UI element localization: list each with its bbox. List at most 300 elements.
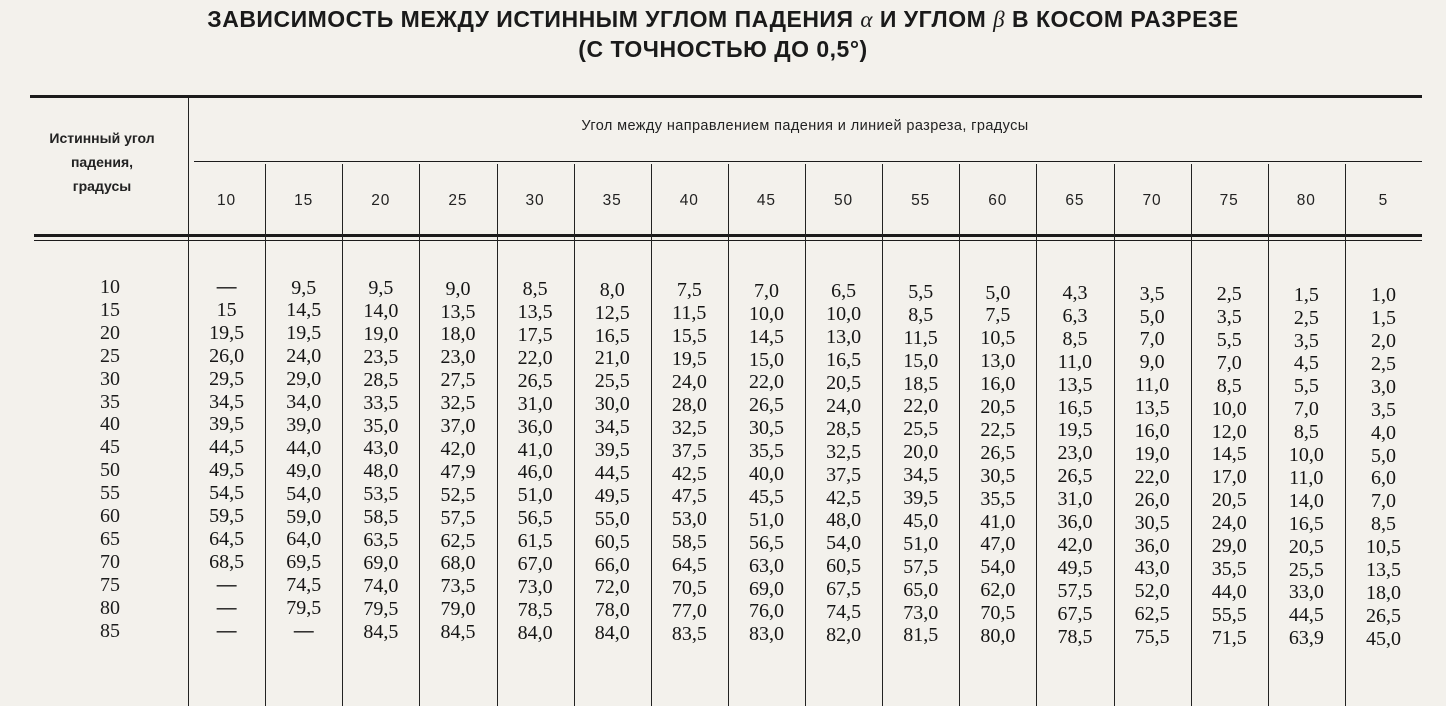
table-cell: 55,0 — [594, 507, 630, 530]
table-cell: 43,0 — [363, 437, 399, 460]
table-cell: 47,9 — [440, 460, 476, 483]
table-cell: 11,0 — [1289, 466, 1324, 489]
table-cell: 35,5 — [980, 487, 1016, 510]
table-cell: 29,5 — [209, 367, 245, 390]
table-cell: 69,5 — [286, 551, 322, 574]
column-header: 10 — [216, 192, 237, 209]
table-cell: 3,5 — [1216, 306, 1242, 329]
table-cell: 78,5 — [517, 598, 553, 621]
table-cell: 22,5 — [980, 418, 1016, 441]
table-cell: 30,5 — [748, 417, 784, 440]
column-header: 75 — [1219, 192, 1239, 209]
table-cell: 66,0 — [594, 553, 630, 576]
table-cell: 57,5 — [1057, 579, 1093, 602]
table-cell: 39,0 — [286, 413, 322, 436]
table-cell: 26,0 — [209, 344, 245, 367]
column-header: 20 — [371, 192, 391, 209]
table-cell: 51,0 — [748, 508, 784, 531]
table-cell: 6,5 — [831, 280, 857, 303]
table-cell: 47,5 — [671, 485, 707, 508]
table-cell: 64,0 — [286, 528, 322, 551]
table-cell: 8,5 — [1293, 421, 1319, 444]
table-cell: 32,5 — [671, 416, 707, 439]
table-cell: 16,5 — [826, 349, 862, 372]
table-cell: 53,5 — [363, 483, 399, 506]
table-cell: 2,5 — [1370, 352, 1396, 375]
table-cell: 8,5 — [522, 278, 548, 301]
table-cell: 15,0 — [748, 348, 784, 371]
table-cell: 19,0 — [1134, 442, 1170, 465]
table-cell: — — [216, 619, 237, 642]
table-cell: 69,0 — [748, 577, 784, 600]
table-cell: 22,0 — [517, 346, 553, 369]
row-label: 65 — [100, 527, 120, 550]
table-cell: 48,0 — [363, 460, 399, 483]
table-cell: 59,5 — [209, 505, 245, 527]
table-cell: 12,0 — [1211, 420, 1247, 443]
table-cell: 10,0 — [1211, 397, 1247, 420]
table-cell: 13,5 — [1134, 397, 1170, 420]
table-cell: 1,0 — [1370, 284, 1396, 307]
table-cell: 19,5 — [1057, 419, 1093, 442]
table-cell: 2,5 — [1293, 306, 1319, 329]
table-cell: 25,5 — [594, 370, 630, 393]
table-cell: 29,0 — [286, 368, 322, 391]
table-cell: 64,5 — [209, 527, 245, 550]
table-cell: 4,3 — [1062, 282, 1088, 305]
table-cell: 51,0 — [517, 484, 553, 507]
table-cell: 9,0 — [445, 277, 471, 300]
row-label: 10 — [100, 276, 120, 298]
table-cell: 16,5 — [594, 324, 630, 347]
table-cell: 44,5 — [209, 436, 245, 459]
table-cell: 83,0 — [748, 623, 784, 646]
table-cell: 7,0 — [1139, 328, 1165, 351]
table-cell: 39,5 — [209, 413, 245, 436]
table-cell: 16,5 — [1057, 396, 1093, 419]
table-cell: 20,0 — [903, 441, 939, 464]
table-cell: 68,0 — [440, 552, 476, 575]
table-cell: 62,5 — [440, 529, 476, 552]
table-cell: 54,0 — [826, 532, 862, 555]
table-cell: 5,5 — [908, 280, 934, 303]
table-cell: 24,0 — [826, 394, 862, 417]
row-label: 70 — [100, 550, 120, 573]
table-cell: 41,0 — [517, 438, 553, 461]
table-cell: 3,5 — [1293, 329, 1319, 352]
table-cell: 1,5 — [1370, 307, 1396, 330]
table-cell: 84,5 — [363, 620, 399, 643]
table-cell: — — [216, 596, 237, 619]
row-label: 75 — [100, 573, 120, 596]
table-cell: 34,0 — [286, 391, 322, 414]
column-header: 15 — [294, 192, 314, 209]
table-cell: 22,0 — [1134, 465, 1170, 488]
table-cell: 7,0 — [753, 279, 779, 302]
beta-symbol: β — [993, 7, 1006, 32]
table-cell: 14,5 — [748, 325, 784, 348]
table-cell: 28,0 — [671, 393, 707, 416]
table-cell: 26,0 — [1134, 488, 1170, 511]
table-cell: 60,5 — [826, 555, 862, 578]
table-cell: 34,5 — [209, 390, 245, 413]
table-cell: 20,5 — [826, 372, 862, 394]
table-cell: 78,5 — [1057, 625, 1093, 648]
table-cell: 73,0 — [517, 575, 553, 598]
table-cell: 54,5 — [209, 482, 245, 505]
table-cell: 23,5 — [363, 345, 399, 368]
table-cell: 22,0 — [748, 371, 784, 394]
table-cell: 46,0 — [517, 461, 553, 484]
table-cell: 25,5 — [1288, 558, 1324, 581]
row-label: 35 — [100, 390, 120, 413]
table-cell: 17,0 — [1211, 466, 1247, 489]
table-cell: 51,0 — [903, 532, 939, 555]
table-cell: 53,0 — [671, 508, 707, 531]
row-label: 15 — [100, 298, 120, 321]
title-line-1 — [0, 6, 1446, 33]
stub-header — [22, 126, 182, 198]
table-cell: 5,0 — [1370, 444, 1396, 467]
table-cell: 26,5 — [517, 369, 553, 392]
table-cell: 7,5 — [985, 304, 1011, 327]
column-header: 35 — [602, 192, 622, 209]
table-cell: 68,5 — [209, 550, 245, 573]
table-cell: 3,5 — [1370, 398, 1396, 421]
table-cell: 69,0 — [363, 551, 399, 574]
table-cell: 20,5 — [1288, 535, 1324, 558]
table-cell: 5,5 — [1216, 328, 1242, 351]
row-label: 45 — [100, 436, 120, 459]
table-cell: 82,0 — [826, 623, 862, 646]
table-cell: 8,5 — [1370, 513, 1396, 536]
table-cell: 70,5 — [671, 577, 707, 599]
table-cell: 8,0 — [599, 278, 625, 301]
table-cell: 12,5 — [594, 301, 630, 324]
table-cell: 59,0 — [286, 505, 322, 528]
table-cell: 10,5 — [1365, 536, 1401, 559]
table-cell: 18,0 — [440, 323, 476, 346]
table-cell: 84,5 — [440, 621, 476, 644]
table-cell: 3,0 — [1370, 375, 1396, 398]
table-cell: 2,0 — [1370, 330, 1396, 353]
table-cell: 7,0 — [1216, 351, 1242, 374]
table-cell: 18,5 — [903, 372, 939, 395]
table-cell: 14,5 — [286, 299, 322, 322]
table-cell: 60,5 — [594, 530, 630, 553]
table-cell: 56,5 — [517, 507, 553, 530]
table-cell: 49,5 — [1057, 556, 1093, 579]
table-cell: 9,5 — [291, 276, 317, 299]
table-cell: 30,5 — [1134, 511, 1170, 534]
table-cell: 29,0 — [1211, 535, 1247, 558]
table-cell: 47,0 — [980, 533, 1016, 556]
row-label: 55 — [100, 482, 120, 505]
table-cell: 52,5 — [440, 483, 476, 506]
table-cell: 24,0 — [286, 345, 322, 368]
table-cell: 13,0 — [980, 350, 1016, 373]
table-cell: 13,5 — [440, 300, 476, 323]
table-cell: 10,5 — [980, 327, 1016, 350]
table-cell: 26,5 — [1365, 604, 1401, 627]
table-cell: 44,5 — [594, 461, 630, 484]
table-cell: 7,5 — [676, 279, 702, 302]
alpha-symbol: α — [860, 7, 873, 32]
row-label: 25 — [100, 344, 120, 367]
table-cell: 33,0 — [1288, 581, 1324, 604]
row-label: 30 — [100, 367, 120, 390]
table-cell: 55,5 — [1211, 603, 1247, 626]
table-cell: 33,5 — [363, 391, 399, 414]
row-label: 85 — [100, 619, 120, 642]
table-cell: 21,0 — [594, 347, 630, 370]
table-cell: 11,0 — [1057, 350, 1093, 373]
column-header: 55 — [911, 192, 931, 209]
table-cell: — — [216, 573, 237, 596]
table-cell: 84,0 — [594, 622, 630, 645]
row-label: 80 — [100, 596, 120, 619]
table-cell: 8,5 — [908, 303, 934, 326]
title-text-part-1: ЗАВИСИМОСТЬ МЕЖДУ ИСТИННЫМ УГЛОМ ПАДЕНИЯ — [207, 6, 854, 32]
table-cell: 19,5 — [671, 348, 707, 370]
table-cell: 36,0 — [1057, 511, 1093, 534]
table-cell: 56,5 — [748, 531, 784, 554]
table-cell: 8,5 — [1216, 374, 1242, 397]
column-header: 5 — [1378, 192, 1389, 209]
table-cell: 52,0 — [1134, 580, 1170, 603]
table-cell: 13,5 — [1057, 373, 1093, 396]
table-cell: 81,5 — [903, 624, 939, 647]
top-rule — [30, 95, 1422, 98]
table-cell: 19,5 — [286, 322, 322, 345]
table-cell: 80,0 — [980, 625, 1016, 647]
column-header: 80 — [1296, 192, 1316, 209]
table-cell: 39,5 — [903, 487, 939, 510]
table-cell: 4,5 — [1293, 352, 1319, 375]
table-cell: 6,3 — [1062, 304, 1088, 327]
table-cell: 57,5 — [440, 506, 476, 529]
table-cell: 67,0 — [517, 553, 553, 575]
table-cell: 79,5 — [363, 597, 399, 620]
table-cell: 23,0 — [440, 346, 476, 369]
table-cell: 76,0 — [748, 600, 784, 623]
table-cell: 40,0 — [748, 463, 784, 486]
table-cell: 62,0 — [980, 579, 1016, 602]
table-cell: — — [216, 276, 237, 298]
table-cell: 84,0 — [517, 621, 553, 644]
table-cell: 17,5 — [517, 324, 553, 346]
table-cell: 35,5 — [1211, 557, 1247, 580]
table-cell: 65,0 — [903, 578, 939, 601]
table-cell: 72,0 — [594, 576, 630, 599]
table-cell: 14,0 — [1288, 489, 1324, 512]
table-cell: 15,0 — [903, 349, 939, 372]
table-cell: 34,5 — [594, 416, 630, 439]
table-cell: 11,0 — [1134, 374, 1170, 397]
table-cell: 42,5 — [671, 462, 707, 485]
table-cell: 13,5 — [1365, 559, 1401, 582]
table-cell: 37,0 — [440, 415, 476, 438]
table-cell: 71,5 — [1211, 626, 1247, 649]
table-cell: 36,0 — [517, 415, 553, 438]
table-cell: 1,5 — [1293, 283, 1319, 306]
table-cell: 39,5 — [594, 439, 630, 462]
table-cell: 24,0 — [671, 370, 707, 393]
table-cell: 74,5 — [826, 601, 862, 623]
table-cell: 49,0 — [286, 459, 322, 482]
table-cell: 57,5 — [903, 555, 939, 578]
table-cell: 7,0 — [1370, 490, 1396, 513]
table-cell: 16,0 — [1134, 420, 1170, 442]
table-cell: 20,5 — [1211, 489, 1247, 512]
table-cell: 63,9 — [1288, 627, 1324, 650]
column-header: 50 — [833, 192, 854, 209]
column-header: 65 — [1065, 192, 1085, 209]
group-header: Угол между направлением падения и линией разреза, градусы — [581, 118, 1029, 134]
table-cell: 75,5 — [1134, 626, 1170, 649]
column-header: 40 — [679, 192, 699, 209]
table-cell: 44,0 — [1211, 580, 1247, 603]
table-cell: 3,5 — [1139, 282, 1165, 305]
table-cell: 24,0 — [1211, 512, 1247, 535]
table-cell: 10,0 — [1288, 444, 1324, 466]
table-cell: 67,5 — [826, 578, 862, 601]
table-cell: 7,0 — [1293, 398, 1319, 421]
table-cell: 15 — [216, 298, 237, 321]
table-cell: 37,5 — [671, 439, 707, 462]
table-cell: 64,5 — [671, 554, 707, 577]
table-cell: — — [293, 620, 314, 643]
table-cell: 32,5 — [826, 440, 862, 463]
table-cell: 45,0 — [1365, 627, 1401, 650]
table-cell: 16,0 — [980, 373, 1016, 396]
table-cell: 26,5 — [980, 441, 1016, 464]
table-cell: 14,0 — [363, 300, 399, 322]
table-cell: 58,5 — [363, 506, 399, 529]
table-cell: 49,5 — [594, 484, 630, 507]
table-cell: 48,0 — [826, 509, 862, 532]
table-cell: 11,5 — [903, 326, 938, 349]
table-cell: 63,5 — [363, 529, 399, 551]
table-cell: 20,5 — [980, 396, 1016, 418]
table-cell: 13,5 — [517, 301, 553, 324]
table-cell: 74,0 — [363, 574, 399, 597]
table-cell: 42,0 — [440, 437, 476, 460]
table-cell: 9,0 — [1139, 351, 1165, 374]
title-text-part-2: И УГЛОМ — [879, 6, 987, 32]
table-cell: 31,0 — [1057, 488, 1093, 511]
column-header: 30 — [525, 192, 545, 209]
table-cell: 26,5 — [748, 394, 784, 417]
table-cell: 9,5 — [368, 277, 394, 300]
table-cell: 32,5 — [440, 392, 476, 415]
table-cell: 83,5 — [671, 622, 707, 645]
table-cell: 27,5 — [440, 369, 476, 392]
table-cell: 73,5 — [440, 575, 476, 598]
title-text-part-3: В КОСОМ РАЗРЕЗЕ — [1012, 6, 1239, 32]
table-cell: 19,5 — [209, 321, 245, 344]
table-cell: 36,0 — [1134, 534, 1170, 557]
table-cell: 18,0 — [1365, 581, 1401, 604]
table-cell: 77,0 — [671, 599, 707, 622]
table-cell: 45,5 — [748, 485, 784, 508]
table-cell: 44,0 — [286, 436, 322, 459]
table-cell: 26,5 — [1057, 465, 1093, 488]
table-cell: 10,0 — [748, 302, 784, 325]
table-cell: 54,0 — [980, 556, 1016, 579]
table-cell: 54,0 — [286, 482, 322, 505]
table-cell: 73,0 — [903, 601, 939, 624]
table-cell: 43,0 — [1134, 557, 1170, 580]
row-label: 50 — [100, 459, 120, 482]
table-cell: 49,5 — [209, 459, 245, 482]
table-cell: 44,5 — [1288, 604, 1324, 627]
table-cell: 41,0 — [980, 510, 1016, 533]
table-cell: 70,5 — [980, 602, 1016, 625]
table-cell: 74,5 — [286, 574, 322, 597]
table-cell: 28,5 — [826, 417, 862, 440]
table-cell: 8,5 — [1062, 327, 1088, 350]
stub-header-line-1: Истинный угол — [49, 130, 155, 146]
table-cell: 35,0 — [363, 414, 399, 437]
group-header-rule — [194, 161, 1422, 162]
table-cell: 58,5 — [671, 531, 707, 554]
table-cell: 28,5 — [363, 368, 399, 391]
table-cell: 30,0 — [594, 393, 630, 416]
stub-header-line-3: градусы — [72, 178, 132, 194]
table-cell: 5,0 — [1139, 305, 1165, 328]
table-cell: 15,5 — [671, 325, 707, 348]
table-cell: 19,0 — [363, 322, 399, 345]
table-cell: 79,5 — [286, 597, 322, 620]
table-cell: 37,5 — [826, 463, 862, 486]
column-header: 60 — [988, 192, 1008, 209]
table-cell: 10,0 — [826, 303, 862, 326]
table-cell: 23,0 — [1057, 442, 1093, 465]
row-label: 20 — [100, 321, 120, 344]
table-cell: 62,5 — [1134, 603, 1170, 626]
row-label: 60 — [100, 505, 120, 527]
table-cell: 30,5 — [980, 464, 1016, 487]
table-cell: 5,0 — [985, 281, 1011, 304]
stub-header-line-2: падения, — [70, 154, 134, 170]
table-cell: 25,5 — [903, 418, 939, 441]
table-cell: 14,5 — [1211, 443, 1247, 466]
table-cell: 45,0 — [903, 509, 939, 532]
table-cell: 6,0 — [1370, 467, 1396, 490]
table-cell: 35,5 — [748, 440, 784, 463]
column-header: 45 — [756, 192, 777, 209]
table-cell: 61,5 — [517, 530, 553, 553]
column-header: 25 — [448, 192, 468, 209]
table-cell: 11,5 — [672, 302, 707, 325]
row-label: 40 — [100, 413, 120, 436]
table-cell: 78,0 — [594, 599, 630, 622]
column-header: 70 — [1142, 192, 1162, 209]
table-cell: 67,5 — [1057, 602, 1093, 625]
table-cell: 42,5 — [826, 486, 862, 509]
table-cell: 22,0 — [903, 395, 939, 418]
table-cell: 5,5 — [1293, 375, 1319, 398]
table-cell: 16,5 — [1288, 512, 1324, 535]
title-line-2: (С ТОЧНОСТЬЮ ДО 0,5°) — [578, 36, 868, 62]
table-cell: 31,0 — [517, 392, 553, 415]
table-cell: 2,5 — [1216, 283, 1242, 306]
table-cell: 4,0 — [1370, 421, 1396, 444]
table-cell: 42,0 — [1057, 533, 1093, 556]
table-cell: 63,0 — [748, 554, 784, 577]
table-cell: 13,0 — [826, 326, 862, 349]
